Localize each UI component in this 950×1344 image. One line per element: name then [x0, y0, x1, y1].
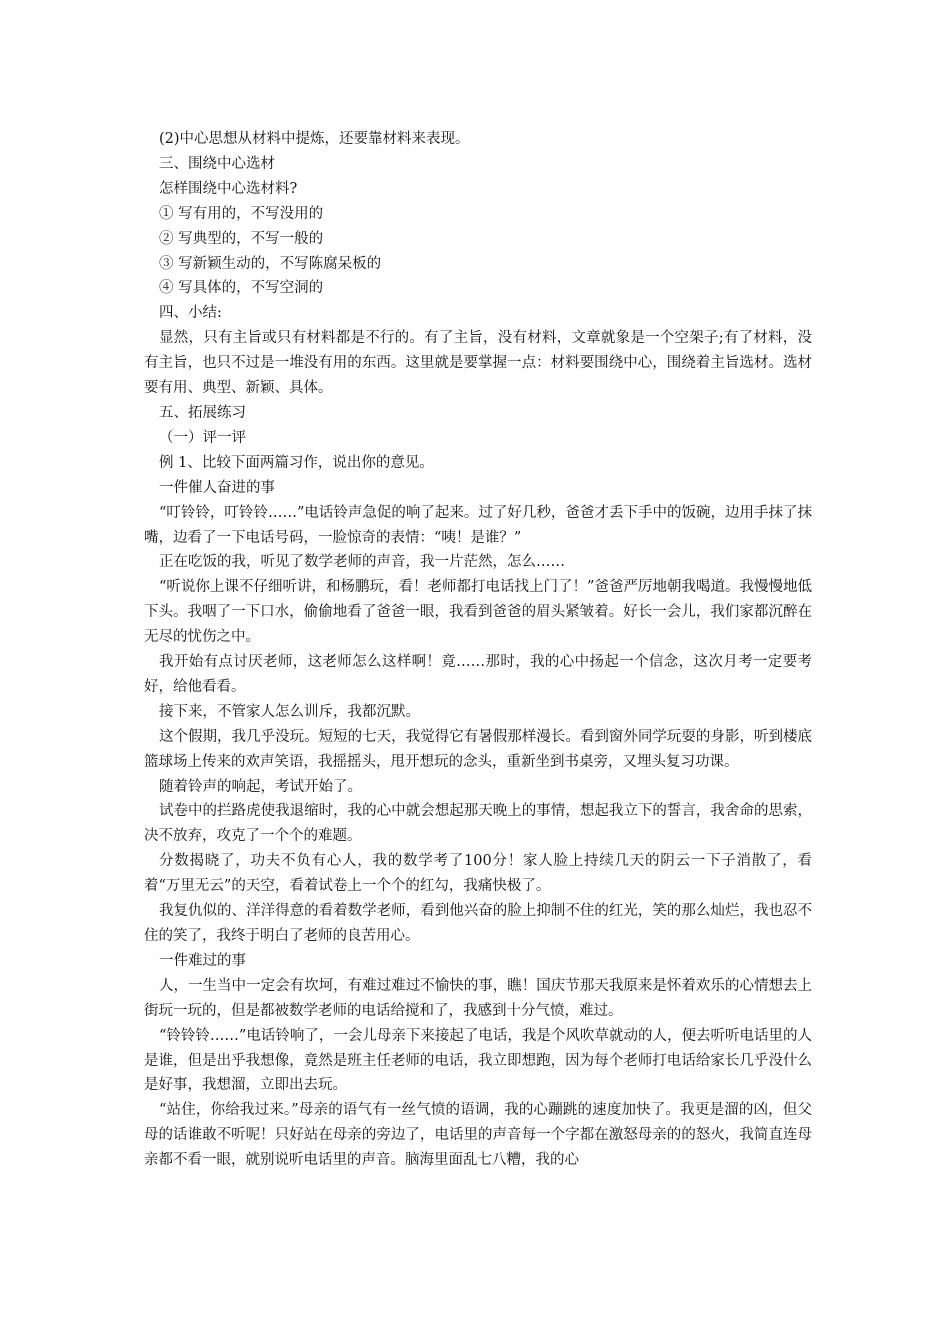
essay-paragraph: 分数揭晓了，功夫不负有心人，我的数学考了100分！家人脸上持续几天的阴云一下子消散了，看着“万里无云”的天空，看着试卷上一个个的红勾，我痛快极了。 [144, 853, 812, 895]
essay-paragraph: 我复仇似的、洋洋得意的看着数学老师，看到他兴奋的脸上抑制不住的红光，笑的那么灿烂，我也忍不住的笑了，我终于明白了老师的良苦用心。 [144, 903, 812, 944]
essay-paragraph: “叮铃铃，叮铃铃……”电话铃声急促的响了起来。过了好几秒，爸爸才丢下手中的饭碗，边用手抹了抹嘴，边看了一下电话号码，一脸惊奇的表情：“咦！是谁？” [144, 504, 812, 546]
text-line: (2)中心思想从材料中提炼，还要靠材料来表现。 [159, 131, 470, 147]
essay-paragraph: “听说你上课不仔细听讲，和杨鹏玩，看！老师都打电话找上门了！”爸爸严厉地朝我喝道。我慢慢地低下头。我咽了一下口水，偷偷地看了爸爸一眼，我看到爸爸的眉头紧皱着。好长一会儿，我们家都沉醉在无尽的忧伤之中。 [144, 579, 812, 646]
essay-paragraph: “站住，你给我过来。”母亲的语气有一丝气愤的语调，我的心蹦跳的速度加快了。我更是溜的凶，但父母的话谁敢不听呢！只好站在母亲的旁边了，电话里的声音每一个字都在激怒母亲的的怒火，我简直连母亲都不看一眼，就别说听电话里的声音。脑海里面乱七八糟，我的心 [144, 1102, 812, 1169]
essay-paragraph: 随着铃声的响起，考试开始了。 [159, 778, 362, 795]
list-item: ④ 写具体的，不写空洞的 [159, 280, 324, 297]
section-heading: 三、围绕中心选材 [159, 155, 275, 172]
essay-title: 一件难过的事 [159, 952, 246, 969]
document-page [144, 127, 812, 1173]
section-heading: 五、拓展练习 [159, 404, 246, 421]
subsection-heading: （一）评一评 [159, 429, 246, 446]
example-prompt: 例 1、比较下面两篇习作，说出你的意见。 [159, 454, 434, 471]
essay-paragraph: 试卷中的拦路虎使我退缩时，我的心中就会想起那天晚上的事情，想起我立下的誓言，我舍命的思索，决不放弃，攻克了一个个的难题。 [144, 803, 812, 845]
essay-paragraph: 正在吃饭的我，听见了数学老师的声音，我一片茫然，怎么…… [159, 554, 565, 571]
list-item: ③ 写新颖生动的，不写陈腐呆板的 [159, 255, 382, 272]
essay-paragraph: 接下来，不管家人怎么训斥，我都沉默。 [159, 703, 420, 720]
essay-paragraph: “铃铃铃……”电话铃响了，一会儿母亲下来接起了电话，我是个风吹草就动的人，便去听听电话里的人是谁，但是出乎我想像，竟然是班主任老师的电话，我立即想跑，因为每个老师打电话给家长几乎没什么是好事，我想溜，立即出去玩。 [144, 1027, 812, 1094]
list-item: ① 写有用的，不写没用的 [159, 205, 324, 222]
essay-title: 一件催人奋进的事 [159, 479, 275, 496]
section-heading: 四、小结: [159, 305, 222, 322]
summary-paragraph: 显然，只有主旨或只有材料都是不行的。有了主旨，没有材料，文章就象是一个空架子;有了材料，没有主旨，也只不过是一堆没有用的东西。这里就是要掌握一点：材料要围绕中心，围绕着主旨选材。选材要有用、典型、新颖、具体。 [144, 330, 812, 397]
essay-paragraph: 人，一生当中一定会有坎坷，有难过难过不愉快的事，瞧！国庆节那天我原来是怀着欢乐的心情想去上街玩一玩的，但是都被数学老师的电话给搅和了，我感到十分气愤，难过。 [144, 977, 812, 1019]
text-line: 怎样围绕中心选材料? [159, 180, 298, 197]
essay-paragraph: 这个假期，我几乎没玩。短短的七天，我觉得它有暑假那样漫长。看到窗外同学玩耍的身影，听到楼底篮球场上传来的欢声笑语，我摇摇头，甩开想玩的念头，重新坐到书桌旁，又埋头复习功课。 [144, 728, 812, 770]
list-item: ② 写典型的，不写一般的 [159, 230, 324, 247]
essay-paragraph: 我开始有点讨厌老师，这老师怎么这样啊！竟……那时，我的心中扬起一个信念，这次月考一定要考好，给他看看。 [144, 654, 812, 695]
